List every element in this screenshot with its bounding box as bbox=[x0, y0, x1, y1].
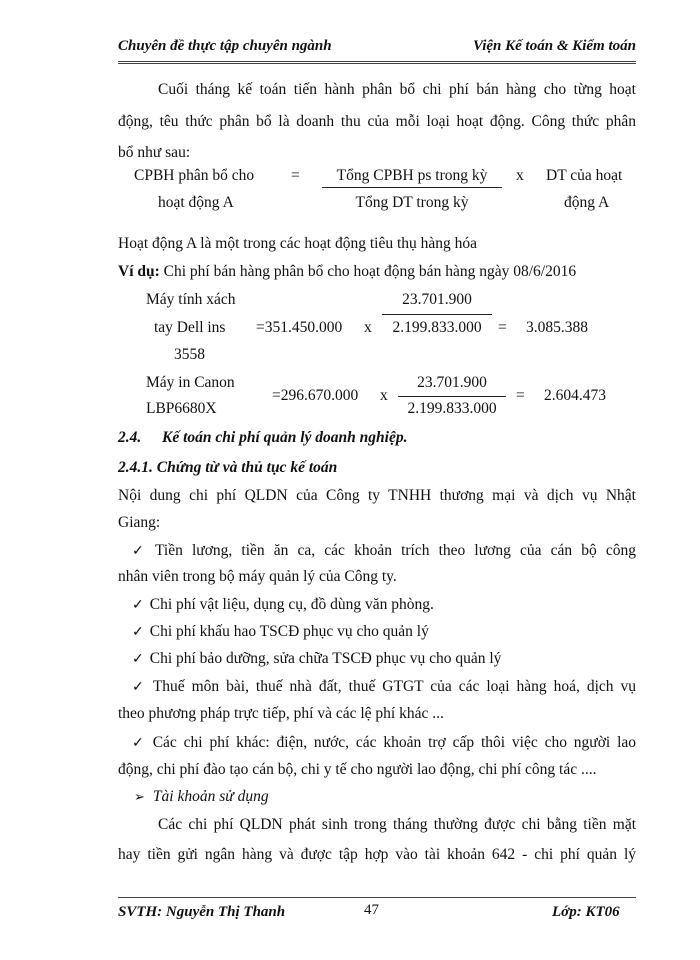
check-icon: ✓ bbox=[132, 598, 144, 613]
formula-left-1: CPBH phân bổ cho bbox=[134, 167, 255, 184]
check-icon: ✓ bbox=[132, 680, 147, 695]
calc2-times: x bbox=[380, 387, 388, 404]
formula-left-2: hoạt động A bbox=[158, 194, 234, 211]
example-label: Ví dụ: bbox=[118, 263, 160, 280]
calc2-value: =296.670.000 bbox=[272, 387, 359, 404]
final-line-2: hay tiền gửi ngân hàng và được tập hợp vào tài khoản 642 - chi phí quản lý bbox=[118, 846, 636, 863]
calc1-equals: = bbox=[498, 319, 507, 336]
check-icon: ✓ bbox=[132, 652, 144, 667]
header-right: Viện Kế toán & Kiểm toán bbox=[473, 38, 636, 54]
intro-line-3: bổ như sau: bbox=[118, 144, 191, 161]
formula-times: x bbox=[516, 167, 524, 184]
calc2-numerator: 23.701.900 bbox=[417, 374, 487, 391]
formula-right-2: động A bbox=[564, 194, 610, 211]
calc1-name-2: tay Dell ins bbox=[154, 319, 226, 336]
header-rule bbox=[118, 61, 636, 62]
calc2-name-1: Máy in Canon bbox=[146, 374, 235, 391]
calc1-numerator: 23.701.900 bbox=[402, 291, 472, 308]
bullet-6b: động, chi phí đào tạo cán bộ, chi y tế cho người lao động, chi phí công tác .... bbox=[118, 761, 597, 778]
section-title: Kế toán chi phí quản lý doanh nghiệp. bbox=[162, 429, 408, 446]
account-label: Tài khoản sử dụng bbox=[152, 788, 269, 805]
bullet-3: ✓ Chi phí khấu hao TSCĐ phục vụ cho quản lý bbox=[132, 623, 429, 640]
section-number: 2.4. bbox=[118, 429, 142, 446]
calc1-fraction-bar bbox=[382, 314, 492, 315]
footer-rule bbox=[118, 897, 636, 898]
calc1-times: x bbox=[364, 319, 372, 336]
example-text: Chi phí bán hàng phân bổ cho hoạt động bán hàng ngày 08/6/2016 bbox=[159, 263, 577, 280]
note-line: Hoạt động A là một trong các hoạt động tiêu thụ hàng hóa bbox=[118, 235, 478, 252]
formula-denominator: Tổng DT trong kỳ bbox=[355, 194, 469, 211]
calc2-denominator: 2.199.833.000 bbox=[407, 400, 497, 417]
formula-equals: = bbox=[291, 167, 300, 184]
page-header bbox=[118, 38, 636, 60]
calc2-result: 2.604.473 bbox=[544, 387, 606, 404]
formula-numerator: Tổng CPBH ps trong kỳ bbox=[336, 167, 488, 184]
bullet-4: ✓ Chi phí bảo dưỡng, sửa chữa TSCĐ phục vụ cho quản lý bbox=[132, 650, 502, 667]
formula-fraction-bar bbox=[322, 187, 502, 188]
calc2-fraction-bar bbox=[398, 396, 506, 397]
final-line-1: Các chi phí QLDN phát sinh trong tháng thường được chi bằng tiền mặt bbox=[158, 816, 636, 833]
bullet-6a: ✓ Các chi phí khác: điện, nước, các khoản trợ cấp thôi việc cho người lao bbox=[132, 734, 636, 751]
calc1-name-3: 3558 bbox=[174, 346, 205, 363]
calc2-equals: = bbox=[516, 387, 525, 404]
content-line-1: Nội dung chi phí QLDN của Công ty TNHH thương mại và dịch vụ Nhật bbox=[118, 487, 636, 504]
arrow-icon: ➢ bbox=[134, 789, 145, 804]
calc1-value: =351.450.000 bbox=[256, 319, 343, 336]
bullet-5a: ✓ Thuế môn bài, thuế nhà đất, thuế GTGT của các loại hàng hoá, dịch vụ bbox=[132, 678, 636, 695]
account-line bbox=[134, 787, 269, 807]
example-line bbox=[118, 262, 576, 282]
calc1-result: 3.085.388 bbox=[526, 319, 588, 336]
calc1-name-1: Máy tính xách bbox=[146, 291, 236, 308]
check-icon: ✓ bbox=[132, 625, 144, 640]
bullet-2: ✓ Chi phí vật liệu, dụng cụ, đồ dùng văn phòng. bbox=[132, 596, 434, 613]
header-left: Chuyên đề thực tập chuyên ngành bbox=[118, 38, 332, 54]
content-line-2: Giang: bbox=[118, 514, 161, 531]
bullet-5b: theo phương pháp trực tiếp, phí và các lệ phí khác ... bbox=[118, 705, 444, 722]
check-icon: ✓ bbox=[132, 736, 147, 751]
footer-student: SVTH: Nguyễn Thị Thanh bbox=[118, 904, 286, 920]
intro-line-2: động, têu thức phân bổ là doanh thu của mỗi loại hoạt động. Công thức phân bbox=[118, 113, 636, 130]
footer-class: Lớp: KT06 bbox=[552, 904, 620, 920]
subsection-title: 2.4.1. Chứng từ và thủ tục kế toán bbox=[118, 459, 338, 476]
intro-line-1: Cuối tháng kế toán tiến hành phân bổ chi phí bán hàng cho từng hoạt bbox=[158, 81, 636, 98]
header-rule-2 bbox=[118, 63, 636, 64]
check-icon: ✓ bbox=[132, 544, 149, 559]
bullet-1b: nhân viên trong bộ máy quản lý của Công ty. bbox=[118, 568, 397, 585]
bullet-1a: ✓ Tiền lương, tiền ăn ca, các khoản trích theo lương của cán bộ công bbox=[132, 542, 637, 559]
calc1-denominator: 2.199.833.000 bbox=[392, 319, 482, 336]
calc2-name-2: LBP6680X bbox=[146, 400, 217, 417]
formula-right-1: DT của hoạt bbox=[546, 167, 623, 184]
footer-page-number: 47 bbox=[364, 902, 379, 918]
